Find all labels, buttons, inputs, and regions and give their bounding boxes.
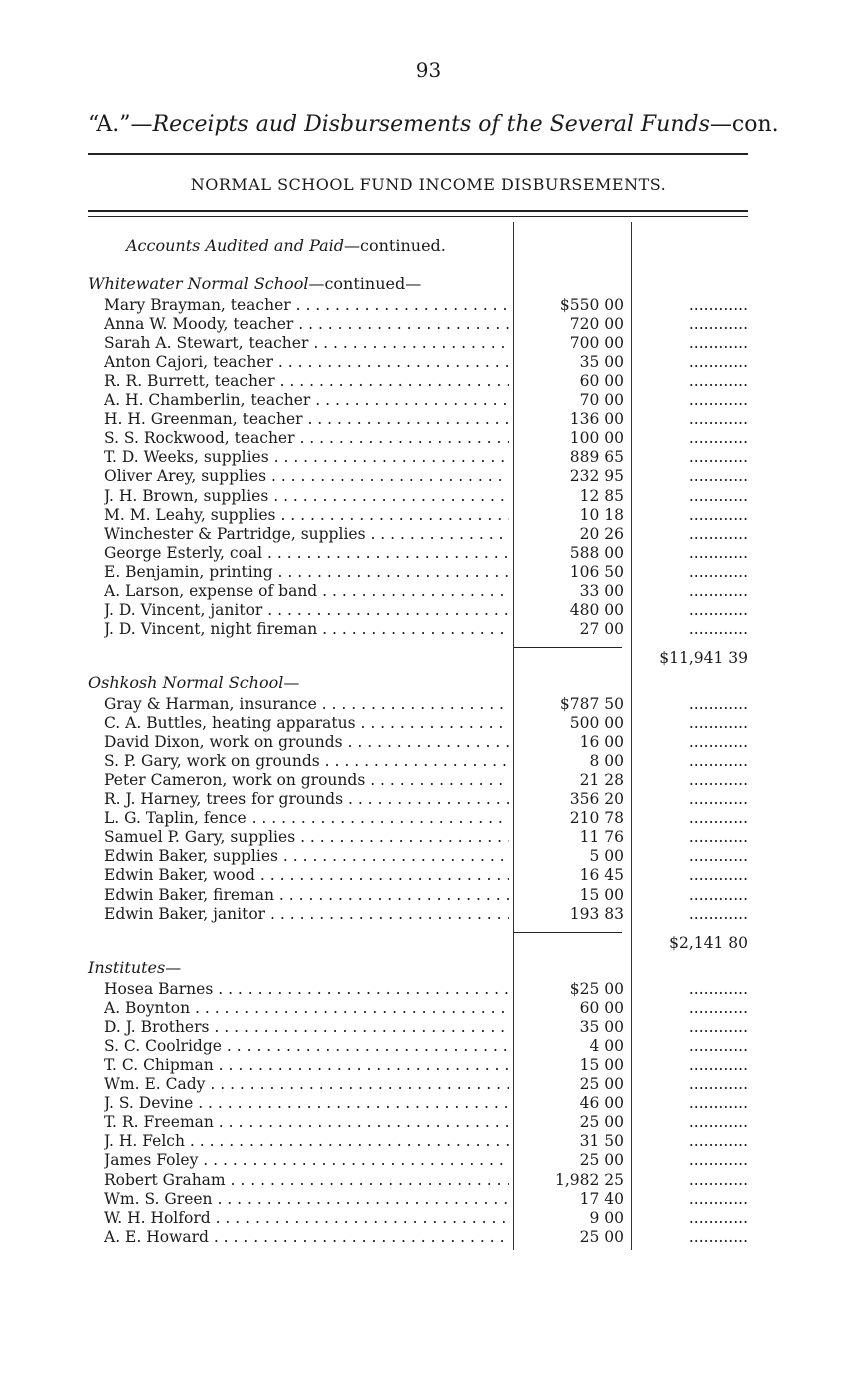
payee-name: S. S. Rockwood, teacher . . . bbox=[104, 429, 509, 447]
ledger-row bbox=[104, 1209, 748, 1228]
payment-amount: 60 00 bbox=[579, 372, 624, 391]
ledger-row bbox=[104, 487, 748, 506]
payee-name: Winchester & Partridge, supplies . . . bbox=[104, 525, 509, 543]
section-total: $2,141 80 bbox=[669, 933, 748, 952]
ledger-row bbox=[104, 1151, 748, 1170]
subhead-suffix: —continued. bbox=[344, 236, 446, 255]
page-number: 93 bbox=[415, 58, 442, 82]
ledger-row bbox=[104, 467, 748, 486]
ledger-row bbox=[104, 733, 748, 752]
payment-amount: 11 76 bbox=[579, 828, 624, 847]
ledger-row bbox=[104, 695, 748, 714]
payment-amount: 5 00 bbox=[589, 847, 624, 866]
payee-name: W. H. Holford . . . bbox=[104, 1209, 509, 1227]
ledger-row bbox=[104, 886, 748, 905]
payee-name: George Esterly, coal . . . bbox=[104, 544, 509, 562]
section-total: $11,941 39 bbox=[659, 648, 748, 667]
payee-name: Edwin Baker, wood . . . bbox=[104, 866, 509, 884]
total-column-leader: ............ bbox=[688, 1075, 748, 1094]
total-column-leader: ............ bbox=[688, 980, 748, 998]
payee-name: D. J. Brothers . . . bbox=[104, 1018, 509, 1036]
payee-name: C. A. Buttles, heating apparatus . . . bbox=[104, 714, 509, 732]
ledger-row bbox=[104, 544, 748, 563]
payment-amount: $550 00 bbox=[559, 296, 624, 314]
payee-name: Samuel P. Gary, supplies . . . bbox=[104, 828, 509, 846]
total-column-leader: ............ bbox=[688, 1170, 748, 1189]
payee-name: J. H. Brown, supplies . . . bbox=[104, 487, 509, 505]
payee-name: Mary Brayman, teacher . . . bbox=[104, 296, 509, 314]
payment-amount: 193 83 bbox=[569, 904, 624, 923]
payment-amount: 46 00 bbox=[579, 1094, 624, 1113]
payee-name: J. D. Vincent, night fireman . . . bbox=[104, 620, 509, 638]
payment-amount: 16 00 bbox=[579, 733, 624, 752]
ledger-row bbox=[104, 752, 748, 771]
total-column-leader: ............ bbox=[688, 448, 748, 467]
ledger-row bbox=[104, 506, 748, 525]
total-column-leader: ............ bbox=[688, 733, 748, 752]
ledger-row bbox=[104, 905, 748, 924]
payee-name: Robert Graham . . . bbox=[104, 1171, 509, 1189]
total-column-leader: ............ bbox=[688, 619, 748, 638]
running-head bbox=[88, 112, 779, 137]
ledger-row bbox=[104, 866, 748, 885]
payee-name: R. R. Burrett, teacher . . . bbox=[104, 372, 509, 390]
table-subhead bbox=[126, 236, 446, 255]
total-column-leader: ............ bbox=[688, 1208, 748, 1227]
payment-amount: 60 00 bbox=[579, 999, 624, 1018]
total-column-leader: ............ bbox=[688, 334, 748, 353]
payee-name: T. D. Weeks, supplies . . . bbox=[104, 448, 509, 466]
payment-amount: 588 00 bbox=[569, 543, 624, 562]
total-column-leader: ............ bbox=[688, 1227, 748, 1246]
total-column-leader: ............ bbox=[688, 1018, 748, 1037]
ledger-row bbox=[104, 1018, 748, 1037]
total-column-leader: ............ bbox=[688, 581, 748, 600]
total-column-leader: ............ bbox=[688, 828, 748, 847]
total-column-leader: ............ bbox=[688, 790, 748, 809]
total-column-leader: ............ bbox=[688, 714, 748, 733]
subhead-title: Accounts Audited and Paid bbox=[126, 236, 345, 255]
total-column-leader: ............ bbox=[688, 809, 748, 828]
section-heading bbox=[88, 274, 421, 293]
payee-name: J. S. Devine . . . bbox=[104, 1094, 509, 1112]
ledger-row bbox=[104, 353, 748, 372]
ledger-row bbox=[104, 1094, 748, 1113]
section-heading-title: Whitewater Normal School bbox=[88, 274, 309, 293]
payee-name: Anna W. Moody, teacher . . . bbox=[104, 315, 509, 333]
ledger-row bbox=[104, 620, 748, 639]
ledger-row bbox=[104, 391, 748, 410]
payee-name: T. C. Chipman . . . bbox=[104, 1056, 509, 1074]
ledger-row bbox=[104, 1171, 748, 1190]
payment-amount: 8 00 bbox=[589, 752, 624, 771]
ledger-row bbox=[104, 601, 748, 620]
total-column-leader: ............ bbox=[688, 1056, 748, 1075]
payment-amount: 16 45 bbox=[579, 866, 624, 885]
ledger-row bbox=[104, 525, 748, 544]
payee-name: James Foley . . . bbox=[104, 1151, 509, 1169]
payee-name: J. H. Felch . . . bbox=[104, 1132, 509, 1150]
payee-name: Anton Cajori, teacher . . . bbox=[104, 353, 509, 371]
total-column-leader: ............ bbox=[688, 600, 748, 619]
total-column-leader: ............ bbox=[688, 315, 748, 334]
payment-amount: 27 00 bbox=[579, 619, 624, 638]
payment-amount: 232 95 bbox=[569, 467, 624, 486]
payee-name: R. J. Harney, trees for grounds . . . bbox=[104, 790, 509, 808]
ledger-row bbox=[104, 296, 748, 315]
total-column-leader: ............ bbox=[688, 372, 748, 391]
total-column-leader: ............ bbox=[688, 296, 748, 314]
total-column-leader: ............ bbox=[688, 752, 748, 771]
section-heading-suffix: —continued— bbox=[308, 274, 422, 293]
ledger-row bbox=[104, 448, 748, 467]
total-column-leader: ............ bbox=[688, 467, 748, 486]
total-column-leader: ............ bbox=[688, 1113, 748, 1132]
payee-name: A. H. Chamberlin, teacher . . . bbox=[104, 391, 509, 409]
ledger-row bbox=[104, 790, 748, 809]
total-column-leader: ............ bbox=[688, 695, 748, 713]
total-column-leader: ............ bbox=[688, 543, 748, 562]
ledger-row bbox=[104, 714, 748, 733]
section-heading-suffix: — bbox=[283, 673, 300, 692]
payment-amount: 15 00 bbox=[579, 1056, 624, 1075]
payment-amount: 100 00 bbox=[569, 429, 624, 448]
total-column-leader: ............ bbox=[688, 904, 748, 923]
ledger-row bbox=[104, 1037, 748, 1056]
ledger-row bbox=[104, 429, 748, 448]
payment-amount: 106 50 bbox=[569, 562, 624, 581]
ledger-row bbox=[104, 1228, 748, 1247]
subtotal-rule bbox=[514, 647, 622, 648]
payee-name: H. H. Greenman, teacher . . . bbox=[104, 410, 509, 428]
total-column-leader: ............ bbox=[688, 1094, 748, 1113]
payee-name: Edwin Baker, janitor . . . bbox=[104, 905, 509, 923]
payment-amount: 1,982 25 bbox=[554, 1170, 624, 1189]
total-column-leader: ............ bbox=[688, 866, 748, 885]
ledger-row bbox=[104, 1056, 748, 1075]
section-heading bbox=[88, 958, 181, 977]
payment-amount: 480 00 bbox=[569, 600, 624, 619]
payment-amount: 31 50 bbox=[579, 1132, 624, 1151]
ledger-row bbox=[104, 980, 748, 999]
ledger-row bbox=[104, 1113, 748, 1132]
payee-name: A. Boynton . . . bbox=[104, 999, 509, 1017]
payment-amount: 10 18 bbox=[579, 505, 624, 524]
total-column-leader: ............ bbox=[688, 885, 748, 904]
total-column-leader: ............ bbox=[688, 999, 748, 1018]
payment-amount: 4 00 bbox=[589, 1037, 624, 1056]
payment-amount: 700 00 bbox=[569, 334, 624, 353]
payment-amount: 12 85 bbox=[579, 486, 624, 505]
total-column-leader: ............ bbox=[688, 847, 748, 866]
payee-name: Wm. S. Green . . . bbox=[104, 1190, 509, 1208]
payee-name: L. G. Taplin, fence . . . bbox=[104, 809, 509, 827]
ledger-row bbox=[104, 1132, 748, 1151]
payee-name: Gray & Harman, insurance . . . bbox=[104, 695, 509, 713]
ledger-row bbox=[104, 582, 748, 601]
payment-amount: $25 00 bbox=[569, 980, 624, 998]
ledger-row bbox=[104, 847, 748, 866]
ledger-row bbox=[104, 1075, 748, 1094]
ledger-row bbox=[104, 828, 748, 847]
payment-amount: 9 00 bbox=[589, 1208, 624, 1227]
payment-amount: 210 78 bbox=[569, 809, 624, 828]
total-column-leader: ............ bbox=[688, 410, 748, 429]
ledger-row bbox=[104, 315, 748, 334]
section-heading-suffix: — bbox=[165, 958, 182, 977]
payee-name: Edwin Baker, supplies . . . bbox=[104, 847, 509, 865]
table-title: NORMAL SCHOOL FUND INCOME DISBURSEMENTS. bbox=[190, 175, 667, 194]
total-column-leader: ............ bbox=[688, 524, 748, 543]
ledger-row bbox=[104, 410, 748, 429]
payment-amount: 356 20 bbox=[569, 790, 624, 809]
payment-amount: 136 00 bbox=[569, 410, 624, 429]
payment-amount: 35 00 bbox=[579, 353, 624, 372]
payment-amount: 15 00 bbox=[579, 885, 624, 904]
payment-amount: $787 50 bbox=[559, 695, 624, 713]
payment-amount: 889 65 bbox=[569, 448, 624, 467]
payment-amount: 35 00 bbox=[579, 1018, 624, 1037]
ledger-row bbox=[104, 563, 748, 582]
section-heading-title: Institutes bbox=[88, 958, 166, 977]
payment-amount: 25 00 bbox=[579, 1075, 624, 1094]
ledger-row bbox=[104, 334, 748, 353]
payee-name: Oliver Arey, supplies . . . bbox=[104, 467, 509, 485]
ledger-row bbox=[104, 809, 748, 828]
payment-amount: 720 00 bbox=[569, 315, 624, 334]
ledger-row bbox=[104, 771, 748, 790]
payee-name: S. P. Gary, work on grounds . . . bbox=[104, 752, 509, 770]
header-rule bbox=[88, 153, 748, 155]
payee-name: Sarah A. Stewart, teacher . . . bbox=[104, 334, 509, 352]
total-column-leader: ............ bbox=[688, 429, 748, 448]
payment-amount: 33 00 bbox=[579, 581, 624, 600]
total-column-leader: ............ bbox=[688, 353, 748, 372]
running-head-title: Receipts aud Disbursements of the Several Funds bbox=[152, 112, 710, 137]
payment-amount: 17 40 bbox=[579, 1189, 624, 1208]
payment-amount: 20 26 bbox=[579, 524, 624, 543]
running-head-suffix: —con. bbox=[709, 112, 779, 137]
section-heading bbox=[88, 673, 299, 692]
payee-name: T. R. Freeman . . . bbox=[104, 1113, 509, 1131]
payee-name: J. D. Vincent, janitor . . . bbox=[104, 601, 509, 619]
payment-amount: 500 00 bbox=[569, 714, 624, 733]
total-column-leader: ............ bbox=[688, 562, 748, 581]
running-head-prefix: “A.”— bbox=[88, 112, 153, 137]
total-column-leader: ............ bbox=[688, 1037, 748, 1056]
total-column-leader: ............ bbox=[688, 771, 748, 790]
total-column-leader: ............ bbox=[688, 505, 748, 524]
ledger-row bbox=[104, 1190, 748, 1209]
total-column-leader: ............ bbox=[688, 1189, 748, 1208]
section-heading-title: Oshkosh Normal School bbox=[88, 673, 284, 692]
payment-amount: 25 00 bbox=[579, 1113, 624, 1132]
payee-name: Wm. E. Cady . . . bbox=[104, 1075, 509, 1093]
payee-name: E. Benjamin, printing . . . bbox=[104, 563, 509, 581]
total-column-leader: ............ bbox=[688, 1132, 748, 1151]
ledger-row bbox=[104, 999, 748, 1018]
payment-amount: 70 00 bbox=[579, 391, 624, 410]
payee-name: S. C. Coolridge . . . bbox=[104, 1037, 509, 1055]
total-column-leader: ............ bbox=[688, 1151, 748, 1170]
table-top-rule bbox=[88, 210, 748, 217]
payee-name: M. M. Leahy, supplies . . . bbox=[104, 506, 509, 524]
subtotal-rule bbox=[514, 932, 622, 933]
payment-amount: 25 00 bbox=[579, 1227, 624, 1246]
payee-name: David Dixon, work on grounds . . . bbox=[104, 733, 509, 751]
payee-name: Hosea Barnes . . . bbox=[104, 980, 509, 998]
payee-name: A. Larson, expense of band . . . bbox=[104, 582, 509, 600]
total-column-leader: ............ bbox=[688, 391, 748, 410]
total-column-leader: ............ bbox=[688, 486, 748, 505]
payment-amount: 25 00 bbox=[579, 1151, 624, 1170]
payee-name: Peter Cameron, work on grounds . . . bbox=[104, 771, 509, 789]
payee-name: A. E. Howard . . . bbox=[104, 1228, 509, 1246]
payment-amount: 21 28 bbox=[579, 771, 624, 790]
payee-name: Edwin Baker, fireman . . . bbox=[104, 886, 509, 904]
ledger-row bbox=[104, 372, 748, 391]
